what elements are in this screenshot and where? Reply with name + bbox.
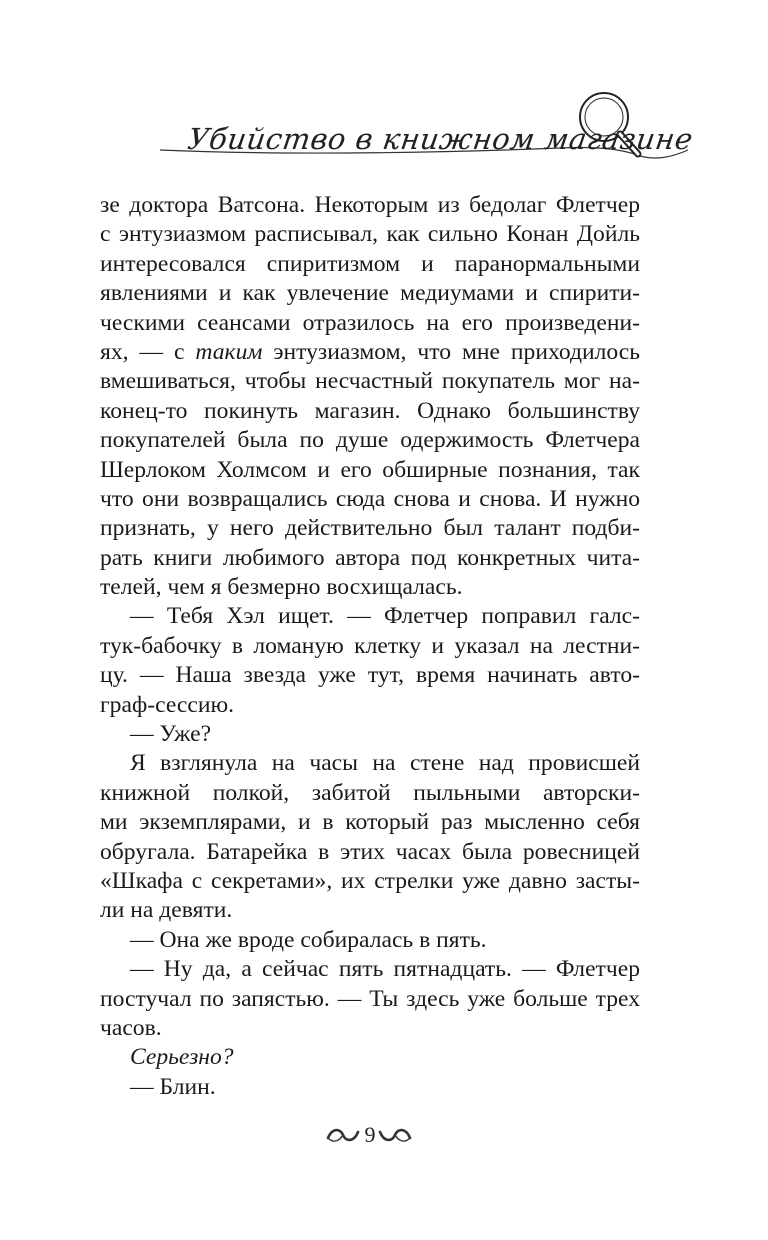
text-line: — Она же вроде собиралась в пять.	[130, 926, 487, 953]
text-line: цу. — Наша звезда уже тут, время начинать авто-	[100, 662, 640, 689]
text-line: ми экземплярами, и в который раз мысленно себя	[100, 809, 640, 836]
text-line: — Уже?	[130, 721, 212, 748]
text-line: телей, чем я безмерно восхищалась.	[100, 574, 463, 601]
emphasis-line: Серьезно?	[130, 1044, 234, 1071]
text-line: граф-сессию.	[100, 691, 235, 718]
text-line: признать, у него действительно был талант подби-	[100, 515, 640, 542]
text-line: покупателей была по душе одержимость Флетчера	[100, 427, 640, 454]
left-flourish-icon	[326, 1124, 360, 1146]
text-line: часов.	[100, 1014, 162, 1041]
text-line: ли на девяти.	[100, 897, 233, 924]
page-header	[0, 0, 768, 180]
text-line: с энтузиазмом расписывал, как сильно Конан Дойль	[100, 221, 640, 248]
text-line: постучал по запястью. — Ты здесь уже больше трех	[100, 985, 640, 1012]
emphasis-word: таким	[195, 338, 263, 365]
text-line: вмешиваться, чтобы несчастный покупатель мог на-	[100, 368, 640, 395]
text-line: зе доктора Ватсона. Некоторым из бедолаг Флетчер	[100, 192, 640, 218]
body-text	[100, 191, 640, 1102]
text-line: — Ну да, а сейчас пять пятнадцать. — Флетчер	[130, 956, 640, 983]
text-line: явлениями и как увлечение медиумами и спирити-	[100, 280, 640, 307]
text-line: тук-бабочку в ломаную клетку и указал на лестни-	[100, 632, 640, 659]
text-line: конец-то покинуть магазин. Однако большинству	[100, 397, 640, 424]
page-number: 9	[364, 1122, 376, 1147]
text-line: — Блин.	[130, 1073, 216, 1100]
text-line-end: энтузиазмом, что мне приходилось	[262, 338, 641, 365]
text-line: Шерлоком Холмсом и его обширные познания, так	[100, 456, 640, 483]
text-line: книжной полкой, забитой пыльными авторски-	[100, 779, 640, 806]
text-line: что они возвращались сюда снова и снова. И нужно	[100, 485, 640, 512]
text-line	[100, 338, 640, 367]
text-line: рать книги любимого автора под конкретных чита-	[100, 544, 640, 571]
text-line: «Шкафа с секретами», их стрелки уже давно засты-	[100, 867, 640, 894]
text-line-start: ях, — с	[100, 338, 196, 365]
running-title: Убийство в книжном магазине	[185, 122, 696, 156]
text-line: интересовался спиритизмом и паранормальными	[100, 250, 640, 277]
text-line	[100, 1043, 640, 1072]
text-line: — Тебя Хэл ищет. — Флетчер поправил галс-	[130, 603, 640, 630]
text-line: ческими сеансами отразилось на его произведени-	[100, 309, 640, 336]
right-flourish-icon	[378, 1124, 412, 1146]
text-line: обругала. Батарейка в этих часах была ровесницей	[100, 838, 640, 865]
text-line: Я взглянула на часы на стене над провисшей	[130, 750, 640, 777]
